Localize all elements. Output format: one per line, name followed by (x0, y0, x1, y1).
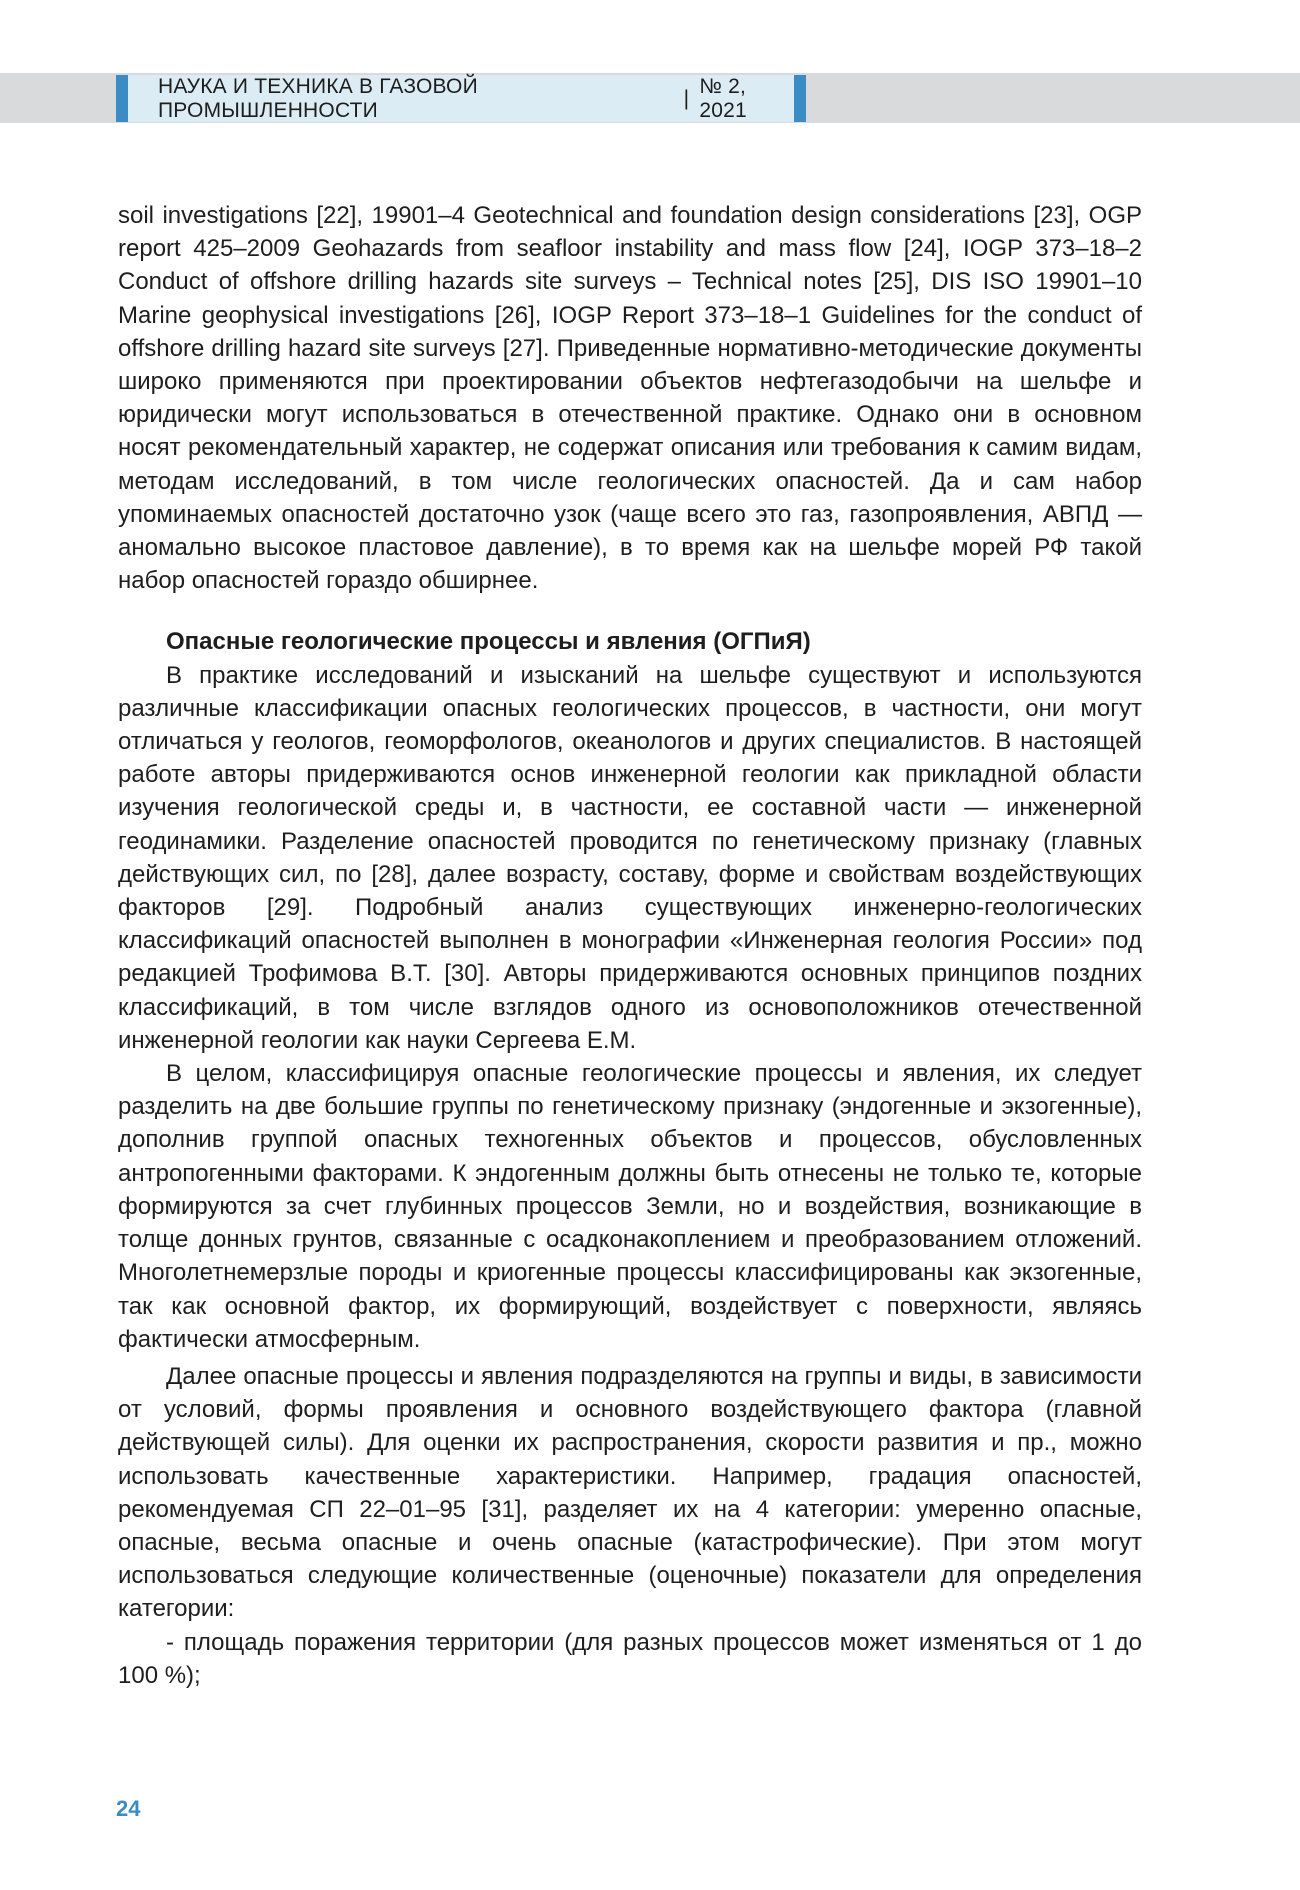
paragraph-continuation: soil investigations [22], 19901–4 Geotechnical and foundation design considerations [23], OGP report 425–2009 Geohazards from seafloor instability and mass flow [24], IOGP 373–18–2 Conduct of offshore drilling hazards site surveys – Technical notes [25], DIS ISO 19901–10 Marine geophysical investigations [26], IOGP Report 373–18–1 Guidelines for the conduct of offshore drilling hazard site surveys [27]. Приведенные нормативно-методические документы широко применяются при проектировании объектов нефтегазодобычи на шельфе и юридически могут использоваться в отечественной практике. Однако они в основном носят рекомендательный характер, не содержат описания или требования к самим видам, методам исследований, в том числе геологических опасностей. Да и сам набор упоминаемых опасностей достаточно узок (чаще всего это газ, газопроявления, АВПД — аномально высокое пластовое давление), в то время как на шельфе морей РФ такой набор опасностей гораздо обширнее. (118, 202, 1142, 595)
running-header (116, 75, 806, 122)
section-heading: Опасные геологические процессы и явления (ОГПиЯ) (166, 628, 811, 656)
paragraph: Далее опасные процессы и явления подразделяются на группы и виды, в зависимости от условий, формы проявления и основного воздействующего фактора (главной действующей силы). Для оценки их распространения, скорости развития и пр., можно использовать качественные характеристики. Например, градация опасностей, рекомендуемая СП 22–01–95 [31], разделяет их на 4 категории: умеренно опасные, опасные, весьма опасные и очень опасные (катастрофические). При этом могут использоваться следующие количественные (оценочные) показатели для определения категории: (118, 1362, 1142, 1623)
header-separator: | (683, 86, 690, 110)
article-body (118, 199, 1142, 1692)
page-number: 24 (116, 1796, 141, 1821)
journal-title: НАУКА И ТЕХНИКА В ГАЗОВОЙ ПРОМЫШЛЕННОСТИ (158, 74, 478, 122)
list-item: - площадь поражения территории (для разных процессов может изменяться от 1 до 100 %); (118, 1628, 1142, 1689)
paragraph: В целом, классифицируя опасные геологические процессы и явления, их следует разделить на две большие группы по генетическому признаку (эндогенные и экзогенные), дополнив группой опасных техногенных объектов и процессов, обусловленных антропогенными факторами. К эндогенным должны быть отнесены не только те, которые формируются за счет глубинных процессов Земли, но и воздействия, возникающие в толще донных грунтов, связанные с осадконакоплением и преобразованием отложений. Многолетнемерзлые породы и криогенные процессы классифицированы как экзогенные, так как основной фактор, их формирующий, воздействует с поверхности, являясь фактически атмосферным. (118, 1060, 1142, 1353)
paragraph: В практике исследований и изысканий на шельфе существуют и используются различные классификации опасных геологических процессов, в частности, они могут отличаться у геологов, геоморфологов, океанологов и других специалистов. В настоящей работе авторы придерживаются основ инженерной геологии как прикладной области изучения геологической среды и, в частности, ее составной части — инженерной геодинамики. Разделение опасностей проводится по генетическому признаку (главных действующих сил, по [28], далее возрасту, составу, форме и свойствам воздействующих факторов [29]. Подробный анализ существующих инженерно-геологических классификаций опасностей выполнен в монографии «Инженерная геология России» под редакцией Трофимова В.Т. [30]. Авторы придерживаются основных принципов поздних классификаций, в том числе взглядов одного из основоположников отечественной инженерной геологии как науки Сергеева Е.М. (118, 661, 1142, 1054)
issue-number: № 2, 2021 (699, 74, 747, 122)
